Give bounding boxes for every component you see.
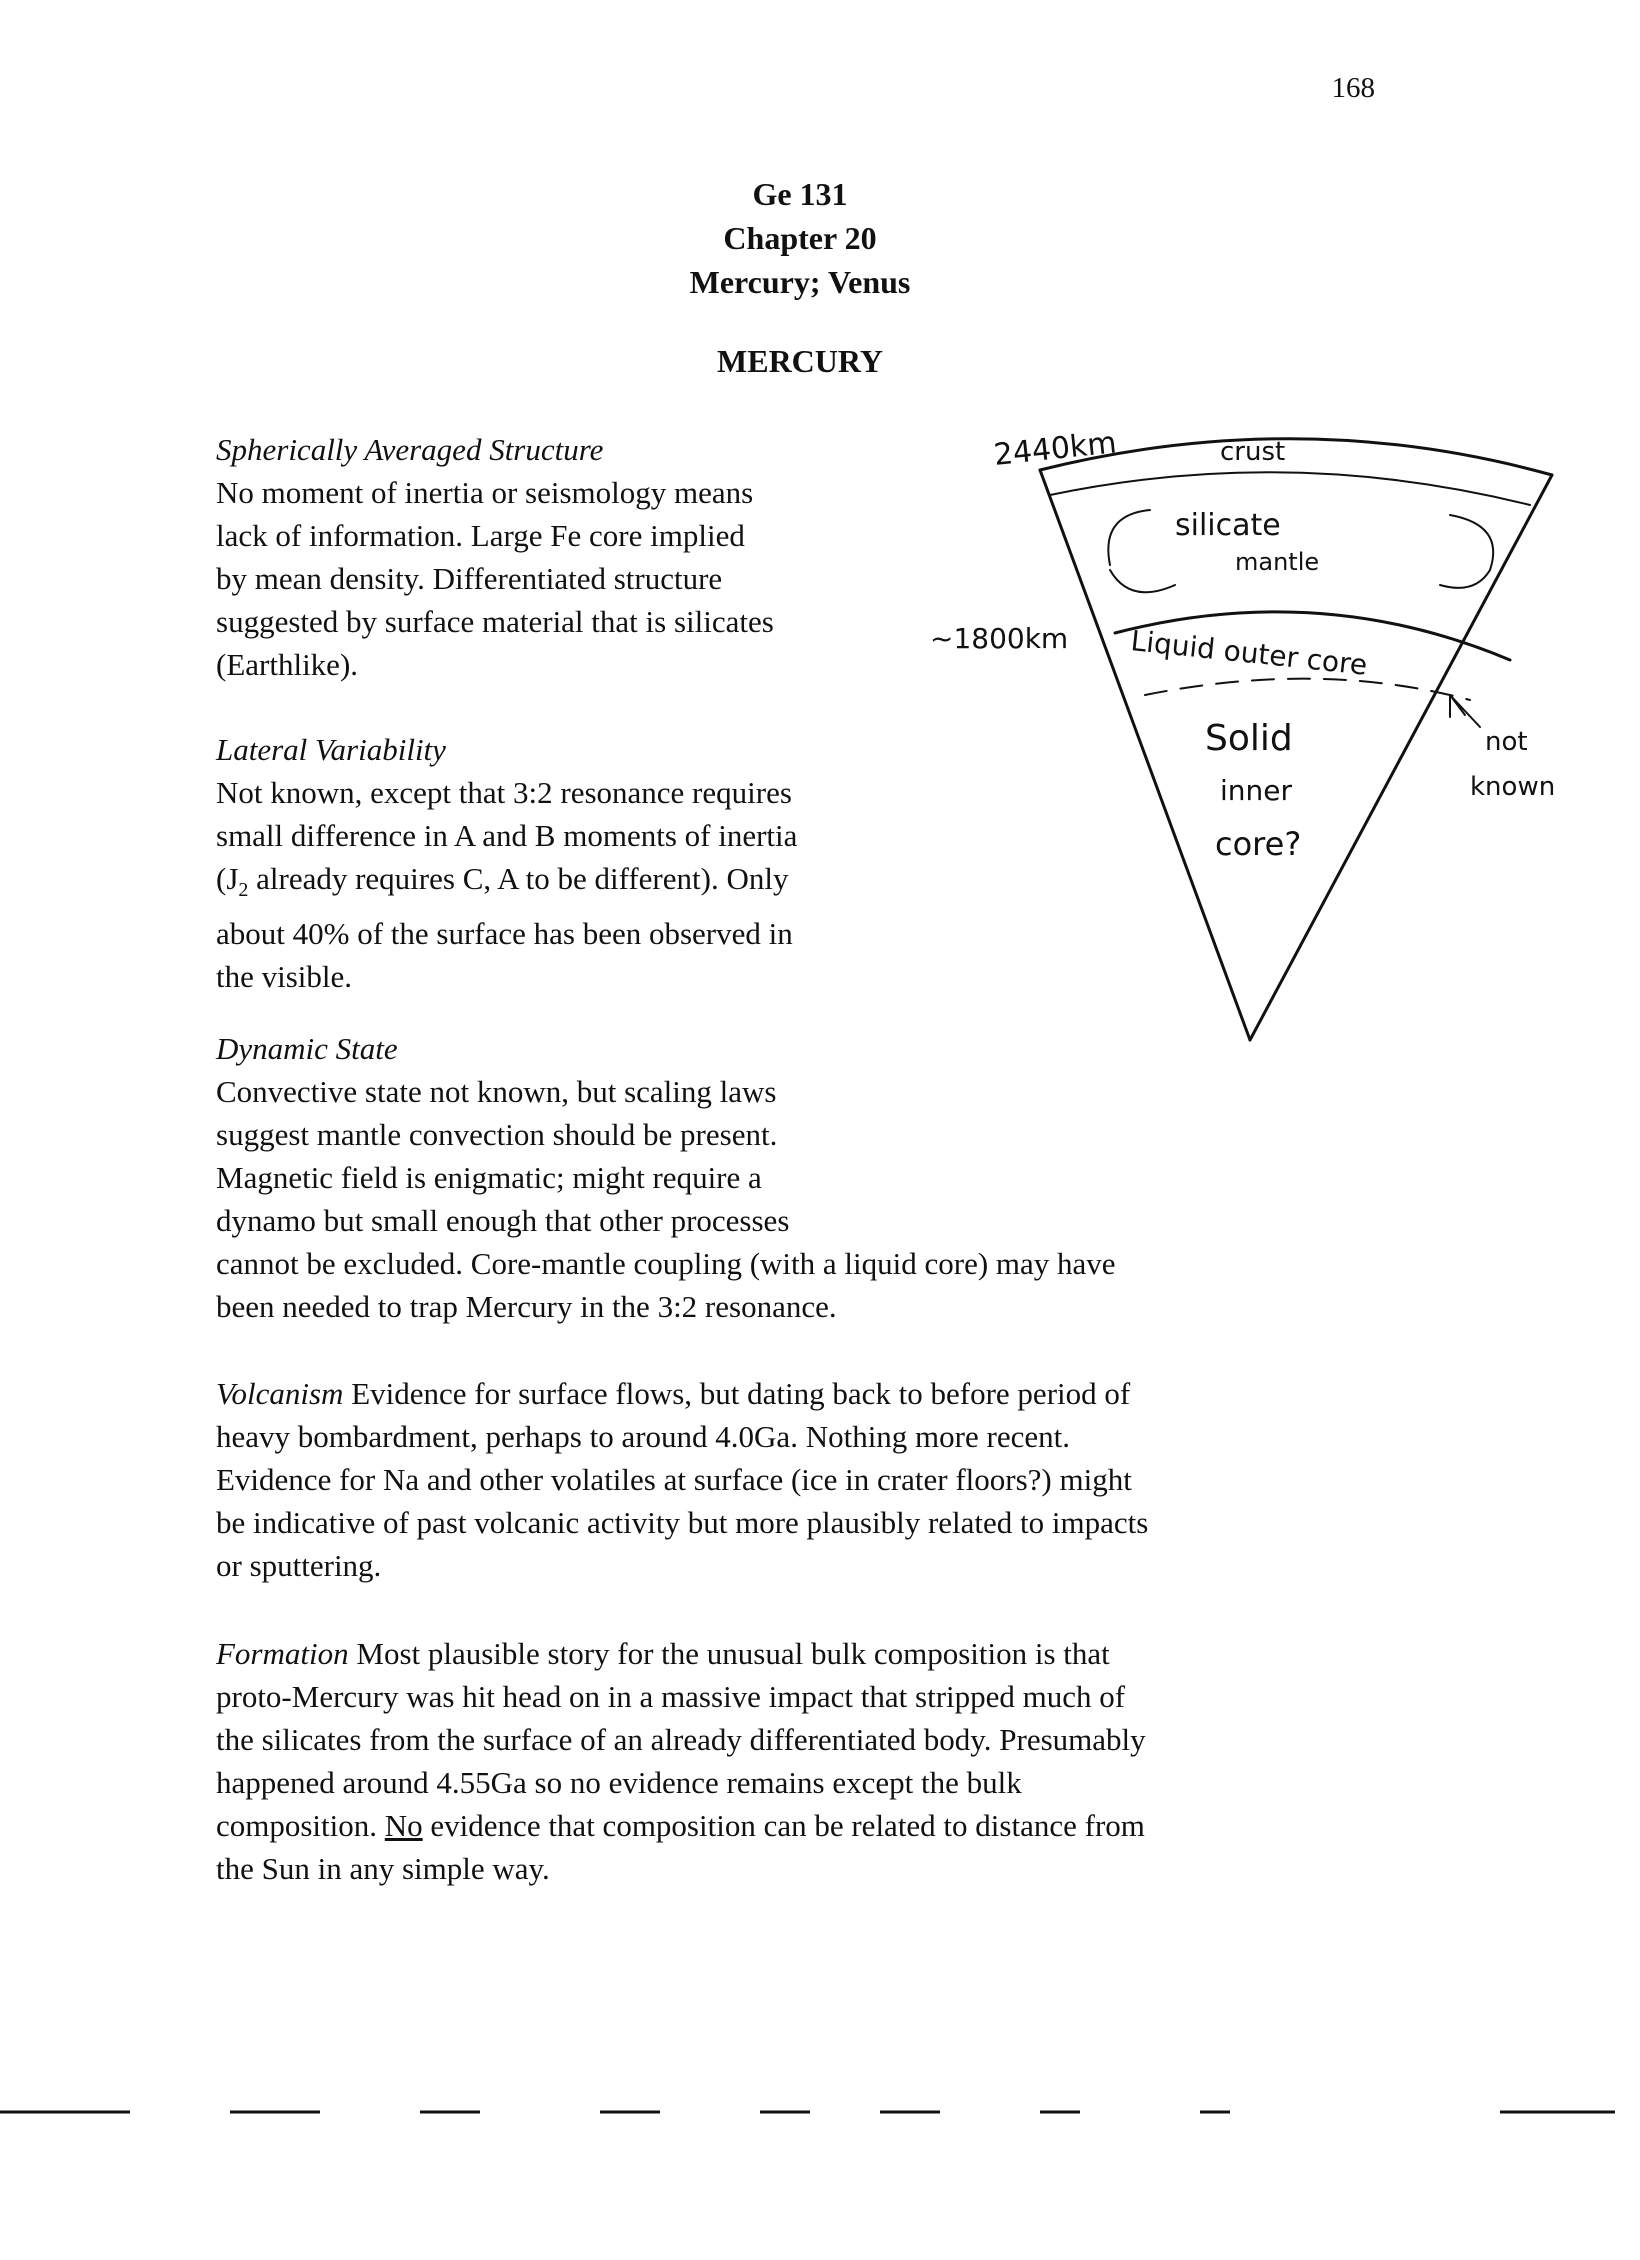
text-line: heavy bombardment, perhaps to around 4.0Ga. Nothing more recent. (216, 1419, 1070, 1454)
arrow-not-known (1450, 695, 1480, 727)
label-liquid-outer-core: Liquid outer core (1129, 624, 1369, 682)
underlined-word: No (384, 1808, 423, 1843)
text-line: by mean density. Differentiated structure (216, 561, 723, 596)
text-line: the Sun in any simple way. (216, 1851, 550, 1886)
paragraph-heading: Formation (216, 1636, 349, 1671)
text-line: Magnetic field is enigmatic; might require a (216, 1160, 762, 1195)
paragraph-volcanism (216, 1372, 1148, 1587)
text-line: Evidence for surface flows, but dating back to before period of (351, 1376, 1131, 1411)
text-line: happened around 4.55Ga so no evidence remains except the bulk (216, 1765, 1022, 1800)
text-line: about 40% of the surface has been observed in (216, 916, 793, 952)
label-solid: Solid (1205, 718, 1293, 759)
text-line: lack of information. Large Fe core implied (216, 518, 745, 553)
paragraph-formation (216, 1632, 1146, 1890)
text-line (216, 1632, 1146, 1675)
crust-boundary (1050, 472, 1530, 505)
chapter-subtitle: Mercury; Venus (689, 264, 911, 300)
text-line (216, 1372, 1148, 1415)
paragraph-heading: Lateral Variability (216, 732, 446, 767)
page-number: 168 (1331, 72, 1375, 104)
text-line: the visible. (216, 959, 353, 995)
label-known: known (1470, 772, 1556, 802)
label-inner: inner (1220, 774, 1293, 807)
text-line-j2 (216, 857, 797, 912)
text-line: or sputtering. (216, 1548, 382, 1583)
label-mantle: mantle (1235, 548, 1320, 576)
text-line: Most plausible story for the unusual bulk composition is that (356, 1636, 1110, 1671)
j2-open: (J (216, 861, 239, 896)
text-line: dynamo but small enough that other processes (216, 1203, 790, 1238)
j2-subscript: 2 (238, 879, 249, 902)
text-line: proto-Mercury was hit head on in a massive impact that stripped much of (216, 1679, 1126, 1714)
text-line: small difference in A and B moments of inertia (216, 818, 798, 853)
text-line: been needed to trap Mercury in the 3:2 resonance. (216, 1289, 837, 1324)
text-line (216, 1804, 1146, 1847)
label-1800km: ~1800km (930, 622, 1069, 655)
text-line: Convective state not known, but scaling laws (216, 1074, 777, 1109)
text-line: be indicative of past volcanic activity but more plausibly related to impacts (216, 1505, 1149, 1540)
course-title: Ge 131 (752, 176, 848, 212)
section-heading: MERCURY (717, 343, 883, 379)
text-fragment: composition. (216, 1808, 385, 1843)
footer-rule (0, 2108, 1640, 2116)
text-line: suggest mantle convection should be present. (216, 1117, 778, 1152)
paragraph-heading: Volcanism (216, 1376, 344, 1411)
chapter-title: Chapter 20 (723, 220, 877, 256)
text-line: (Earthlike). (216, 647, 359, 682)
label-crust: crust (1220, 437, 1286, 467)
label-core: core? (1215, 825, 1302, 863)
paragraph-heading: Dynamic State (216, 1031, 398, 1066)
label-silicate: silicate (1175, 508, 1281, 543)
paragraph-lateral (216, 728, 797, 998)
label-not: not (1485, 727, 1528, 757)
label-2440km: 2440km (992, 425, 1119, 473)
mercury-interior-diagram (930, 395, 1610, 1075)
text-line: cannot be excluded. Core-mantle coupling (with a liquid core) may have (216, 1246, 1116, 1281)
inner-core-boundary (1145, 679, 1470, 700)
paragraph-heading: Spherically Averaged Structure (216, 432, 604, 467)
text-line: Evidence for Na and other volatiles at surface (ice in crater floors?) might (216, 1462, 1132, 1497)
convection-cell-right (1440, 515, 1493, 588)
convection-cell-left (1108, 510, 1175, 592)
paragraph-spherical (216, 428, 774, 686)
text-line: Not known, except that 3:2 resonance requires (216, 775, 792, 810)
text-fragment: evidence that composition can be related to distance from (422, 1808, 1145, 1843)
text-line: already requires C, A to be different). Only (256, 861, 789, 896)
text-line: suggested by surface material that is silicates (216, 604, 774, 639)
text-line: No moment of inertia or seismology means (216, 475, 754, 510)
text-line: the silicates from the surface of an already differentiated body. Presumably (216, 1722, 1146, 1757)
title-block (500, 172, 1100, 304)
